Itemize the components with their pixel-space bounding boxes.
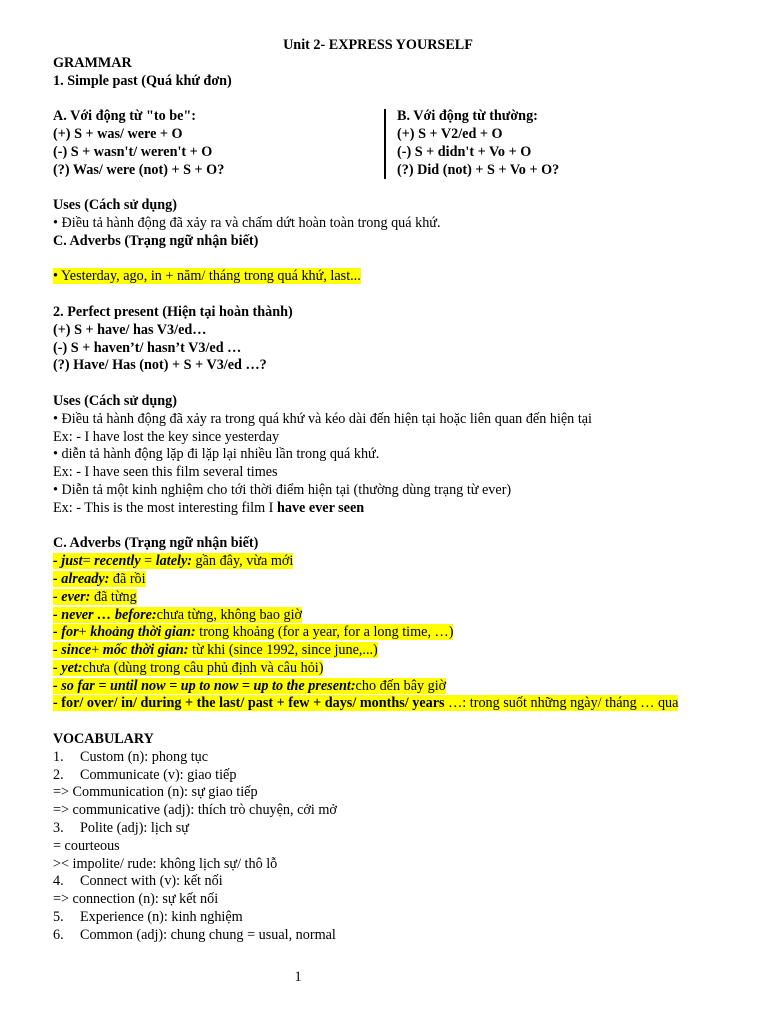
vocabulary-number: 5. [53,909,64,926]
highlight [53,695,678,711]
regular-verb-heading: B. Với động từ thường: [397,108,538,125]
blank-line [53,375,703,393]
vocabulary-item [53,838,703,856]
vocabulary-text: => communicative (adj): thích trò chuyện, cởi mở [53,802,337,819]
keyword: recently [94,553,141,570]
vocabulary-item [53,749,703,767]
text: trong khoảng (for a year, for a long time, …) [195,624,454,641]
adverb-never [53,607,703,625]
vocabulary-number: 2. [53,766,64,783]
adverb-so-far [53,678,703,696]
vocabulary-text: = courteous [53,837,120,854]
text: từ khi (since 1992, since june,...) [188,642,378,659]
vocabulary-item [53,856,703,874]
unit-title: Unit 2- EXPRESS YOURSELF [283,37,473,53]
highlight [53,589,137,605]
text: chưa (dùng trong câu phủ định và câu hỏi) [82,659,324,676]
example-text: Ex: - This is the most interesting film I [53,499,277,516]
vocabulary-number: 4. [53,873,64,890]
pp-adverbs-heading: C. Adverbs (Trạng ngữ nhận biết) [53,535,259,552]
adverb-since [53,642,703,660]
text: cho đến bây giờ [355,677,447,694]
highlight [53,571,146,587]
blank-line [53,90,703,108]
text: đã rồi [109,570,146,587]
to-be-heading: A. Với động từ "to be": [53,108,197,125]
adverb-ever [53,589,703,607]
adverb-just [53,553,703,571]
regular-verb-negative: (-) S + didn't + Vo + O [397,143,532,160]
adverb-for-over [53,695,703,713]
highlight [53,607,302,623]
pp-question: (?) Have/ Has (not) + S + V3/ed …? [53,357,267,374]
adverbs-line [53,268,703,286]
vocabulary-text: => connection (n): sự kết nối [53,891,219,908]
adverb-already [53,571,703,589]
vocabulary-item [53,784,703,802]
vocabulary-text: Communicate (v): giao tiếp [80,766,237,783]
keyword: - never … before: [53,606,157,623]
blank-line [53,286,703,304]
text: = [140,553,156,570]
form-columns [53,108,703,179]
highlight [53,678,446,694]
keyword: - yet: [53,659,83,676]
blank-line [53,518,703,536]
pp-example-2: Ex: - I have seen this film several times [53,464,278,481]
pp-uses-heading: Uses (Cách sử dụng) [53,392,178,409]
vocabulary-text: Polite (adj): lịch sự [80,820,189,837]
uses-heading: Uses (Cách sử dụng) [53,197,178,214]
vocabulary-item [53,873,703,891]
blank-line [53,713,703,731]
text: + [78,624,91,641]
pp-affirmative: (+) S + have/ has V3/ed… [53,321,207,338]
pp-negative: (-) S + haven’t/ hasn’t V3/ed … [53,339,242,356]
vocabulary-text: >< impolite/ rude: không lịch sự/ thô lỗ [53,855,278,872]
vocabulary-item [53,802,703,820]
grammar-heading: GRAMMAR [53,54,132,71]
pp-example-1: Ex: - I have lost the key since yesterday [53,428,280,445]
blank-line [53,251,703,269]
keyword: - just [53,553,83,570]
vocabulary-list [53,749,703,945]
keyword: - already: [53,570,110,587]
vocabulary-heading: VOCABULARY [53,731,154,748]
pp-use-3: • Diễn tả một kinh nghiệm cho tới thời điểm hiện tại (thường dùng trạng từ ever) [53,481,512,498]
vocabulary-item [53,767,703,785]
vocabulary-item [53,891,703,909]
vocabulary-number: 3. [53,820,64,837]
text: = [82,553,95,570]
highlight [53,553,293,569]
regular-verb-question: (?) Did (not) + S + Vo + O? [397,161,560,178]
keyword: mốc thời gian: [102,642,189,659]
vocabulary-text: => Communication (n): sự giao tiếp [53,784,258,801]
vocabulary-text: Connect with (v): kết nối [80,873,223,890]
to-be-affirmative: (+) S + was/ were + O [53,125,183,142]
keyword: - since [53,642,92,659]
highlight [53,624,453,640]
pp-use-1: • Điều tả hành động đã xảy ra trong quá khứ và kéo dài đến hiện tại hoặc liên quan đến hiện tại [53,410,593,427]
uses-line: • Điều tả hành động đã xảy ra và chấm dứt hoàn toàn trong quá khứ. [53,214,441,231]
blank-line [53,179,703,197]
pp-use-2: • diễn tả hành động lặp đi lặp lại nhiều lần trong quá khứ. [53,446,380,463]
highlighted-text: • Yesterday, ago, in + năm/ tháng trong quá khứ, last... [53,268,361,285]
vocabulary-text: Custom (n): phong tục [80,748,209,765]
vocabulary-text: Experience (n): kinh nghiệm [80,909,243,926]
adverb-for [53,624,703,642]
vocabulary-number: 1. [53,748,64,765]
text: đã từng [90,588,137,605]
highlight [53,660,323,676]
keyword: khoảng thời gian: [90,624,196,641]
keyword: lately: [155,553,192,570]
vocabulary-number: 6. [53,926,64,943]
adverbs-heading: C. Adverbs (Trạng ngữ nhận biết) [53,232,259,249]
example-bold-text: have ever seen [276,499,365,516]
pp-example-3 [53,500,703,518]
regular-verb-affirmative: (+) S + V2/ed + O [397,125,503,142]
simple-past-heading: 1. Simple past (Quá khứ đơn) [53,72,232,89]
page-number: 1 [294,969,302,985]
adverb-yet [53,660,703,678]
vocabulary-item [53,909,703,927]
regular-verb-column [397,108,697,179]
to-be-question: (?) Was/ were (not) + S + O? [53,161,225,178]
text: chưa từng, không bao giờ [156,606,303,623]
present-perfect-heading: 2. Perfect present (Hiện tại hoàn thành) [53,303,293,320]
highlight [53,642,378,658]
to-be-negative: (-) S + wasn't/ weren't + O [53,143,213,160]
vocabulary-text: Common (adj): chung chung = usual, normal [80,926,336,943]
document-content [53,37,703,945]
vocabulary-item [53,820,703,838]
text: + [91,642,103,659]
text: …: trong suốt những ngày/ tháng … qua [444,695,679,712]
keyword: - for [53,624,79,641]
text: gần đây, vừa mới [191,553,294,570]
to-be-column [53,108,383,179]
column-divider [384,109,386,179]
keyword: - so far = until now = up to now = up to the present: [53,677,356,694]
vocabulary-item [53,927,703,945]
keyword: - for/ over/ in/ during + the last/ past + few + days/ months/ years [53,695,445,712]
keyword: - ever: [53,588,91,605]
